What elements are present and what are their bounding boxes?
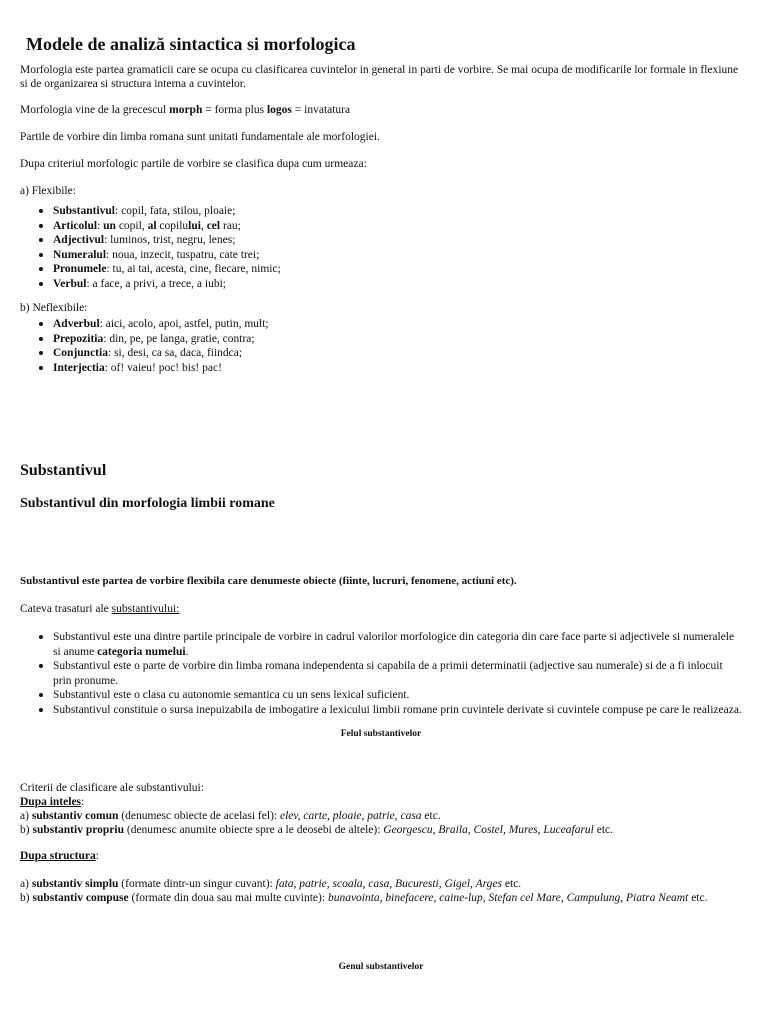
comun-examples: elev, carte, ploaie, patrie, casa: [279, 810, 422, 822]
simplu-post: etc.: [502, 878, 522, 890]
definition-text: Substantivul este partea de vorbire flexibila care denumeste obiecte (fiinte, lucruri, fenomene, actiuni etc).: [20, 575, 517, 587]
list-item: [53, 630, 742, 659]
list-text: : copil, fata, stilou, ploaie;: [115, 205, 236, 217]
intro-paragraph-4: Dupa criteriul morfologic partile de vorbire se clasifica dupa cum urmeaza:: [20, 158, 367, 170]
list-term: Articolul: [53, 219, 98, 232]
flexibile-label: a) Flexibile:: [20, 185, 76, 197]
propriu-bold: substantiv propriu: [32, 824, 124, 836]
intro-p2-pre: Morfologia vine de la grecescul: [20, 104, 170, 116]
articol-un: un: [103, 219, 116, 232]
flexibile-list: [20, 204, 742, 291]
list-term: Interjectia: [53, 361, 105, 374]
list-term: Adverbul: [53, 318, 100, 330]
compuse-line: [20, 891, 742, 905]
propriu-pre: b): [20, 824, 33, 836]
simplu-examples: fata, patrie, scoala, casa, Bucuresti, Gigel, Arges: [275, 878, 502, 890]
colon: :: [81, 796, 85, 808]
list-item: [53, 659, 742, 688]
simplu-line: [20, 877, 742, 891]
simplu-pre: a): [20, 878, 32, 890]
list-item: [53, 204, 742, 219]
dupa-structura: Dupa structura: [20, 850, 96, 862]
comun-mid: (denumesc obiecte de acelasi fel):: [118, 810, 280, 822]
list-item: [53, 262, 742, 277]
list-term: Pronumele: [53, 263, 107, 275]
traits-list: [20, 630, 742, 717]
list-item: [53, 332, 742, 347]
criteria-label: Criterii de clasificare ale substantivului:: [20, 782, 204, 794]
list-term: Conjunctia: [53, 347, 108, 359]
trait-text: Substantivul este o parte de vorbire din limba romana independenta si capabila de a primii determinatii (adjective sau numerale) si de a fi inlocuit prin pronume.: [53, 660, 723, 687]
list-item: [53, 703, 742, 718]
intro-paragraph-2: [20, 103, 742, 117]
intro-p2-mid: = forma plus: [202, 104, 267, 116]
list-term: Numeralul: [53, 248, 107, 261]
criteria-block: [20, 781, 742, 837]
traits-intro: [20, 602, 742, 616]
propriu-examples: Georgescu, Braila, Costel, Mures, Luceafarul: [383, 824, 594, 836]
list-text: : of! vaieu! poc! bis! pac!: [104, 361, 222, 374]
articol-al: al: [147, 219, 157, 232]
propriu-mid: (denumesc anumite obiecte spre a le deosebi de altele):: [123, 824, 384, 836]
compuse-pre: b): [20, 892, 33, 904]
propriu-post: etc.: [593, 824, 614, 836]
list-term: Prepozitia: [53, 332, 104, 345]
traits-pre: Cateva trasaturi ale: [20, 603, 112, 615]
list-text: :: [97, 219, 104, 232]
articol-text-1: copil,: [115, 219, 148, 232]
colon: :: [95, 850, 99, 862]
dupa-structura-line: [20, 849, 742, 863]
dupa-inteles: Dupa inteles: [20, 796, 82, 808]
section-subheading: Substantivul din morfologia limbii romane: [20, 496, 275, 511]
propriu-line: [20, 823, 742, 837]
intro-paragraph-3: Partile de vorbire din limba romana sunt unitati fundamentale ale morfologiei.: [20, 131, 380, 143]
simplu-mid: (formate dintr-un singur cuvant):: [118, 878, 276, 890]
articol-cel: cel: [206, 219, 221, 232]
list-item: [53, 317, 742, 332]
list-text: : luminos, trist, negru, lenes;: [104, 234, 236, 246]
comun-line: [20, 809, 742, 823]
trait-text: Substantivul constituie o sursa inepuizabila de imbogatire a lexicului limbii romane prin cuvintele derivate si cuvintele compuse pe care le realizeaza.: [53, 703, 742, 716]
structura-block: [20, 849, 742, 905]
articol-text-4: rau;: [220, 219, 241, 232]
list-item: [53, 346, 742, 361]
list-item: [53, 233, 742, 248]
list-item: [53, 248, 742, 263]
list-item: [53, 361, 742, 376]
comun-pre: a): [20, 810, 32, 822]
list-item: [53, 277, 742, 292]
trait-text: Substantivul este o clasa cu autonomie semantica cu un sens lexical suficient.: [53, 689, 410, 701]
compuse-bold: substantiv compuse: [32, 892, 129, 904]
term-morph: morph: [169, 104, 203, 116]
list-text: : noua, inzecit, tuspatru, cate trei;: [106, 248, 260, 261]
section-heading: Substantivul: [20, 462, 107, 479]
comun-bold: substantiv comun: [31, 810, 119, 822]
articol-text-2: copilu: [156, 219, 189, 232]
list-text: : si, desi, ca sa, daca, fiindca;: [107, 347, 243, 359]
compuse-examples: bunavointa, binefacere, caine-lup, Stefan cel Mare, Campulung, Piatra Neamt: [327, 892, 689, 904]
term-logos: logos: [266, 104, 292, 116]
intro-p2-post: = invatatura: [291, 104, 351, 116]
trait-post: .: [185, 645, 189, 658]
list-item: [53, 219, 742, 234]
trait-bold: categoria numelui: [97, 645, 186, 658]
articol-lui: lui: [188, 219, 201, 232]
felul-heading: Felul substantivelor: [340, 729, 422, 739]
page-title: Modele de analiză sintactica si morfologica: [26, 34, 356, 54]
genul-heading: Genul substantivelor: [338, 962, 424, 972]
list-term: Adjectivul: [53, 234, 105, 246]
compuse-post: etc.: [688, 892, 708, 904]
list-text: : tu, ai tai, acesta, cine, fiecare, nimic;: [106, 263, 281, 275]
trait-text: Substantivul este una dintre partile principale de vorbire in cadrul valorilor morfologice din categoria din care face parte si adjectivele si numeralele si anume: [53, 631, 735, 658]
intro-paragraph-1: Morfologia este partea gramaticii care se ocupa cu clasificarea cuvintelor in general in parti de vorbire. Se mai ocupa de modificarile lor formale in flexiune si de organizarea si structura interna a cuvintelor.: [20, 64, 739, 90]
list-term: Substantivul: [53, 205, 116, 217]
compuse-mid: (formate din doua sau mai multe cuvinte):: [128, 892, 328, 904]
list-text: : din, pe, pe langa, gratie, contra;: [103, 332, 255, 345]
dupa-inteles-line: [20, 795, 742, 809]
neflexibile-list: [20, 317, 742, 375]
comun-post: etc.: [421, 810, 441, 822]
list-text: : aici, acolo, apoi, astfel, putin, mult;: [99, 318, 269, 330]
traits-link[interactable]: substantivului:: [111, 603, 180, 615]
document-page: [20, 0, 742, 974]
neflexibile-label: b) Neflexibile:: [20, 302, 88, 314]
simplu-bold: substantiv simplu: [31, 878, 119, 890]
articol-text-3: ,: [200, 219, 207, 232]
list-text: : a face, a privi, a trece, a iubi;: [86, 277, 226, 290]
list-item: [53, 688, 742, 703]
list-term: Verbul: [53, 277, 87, 290]
